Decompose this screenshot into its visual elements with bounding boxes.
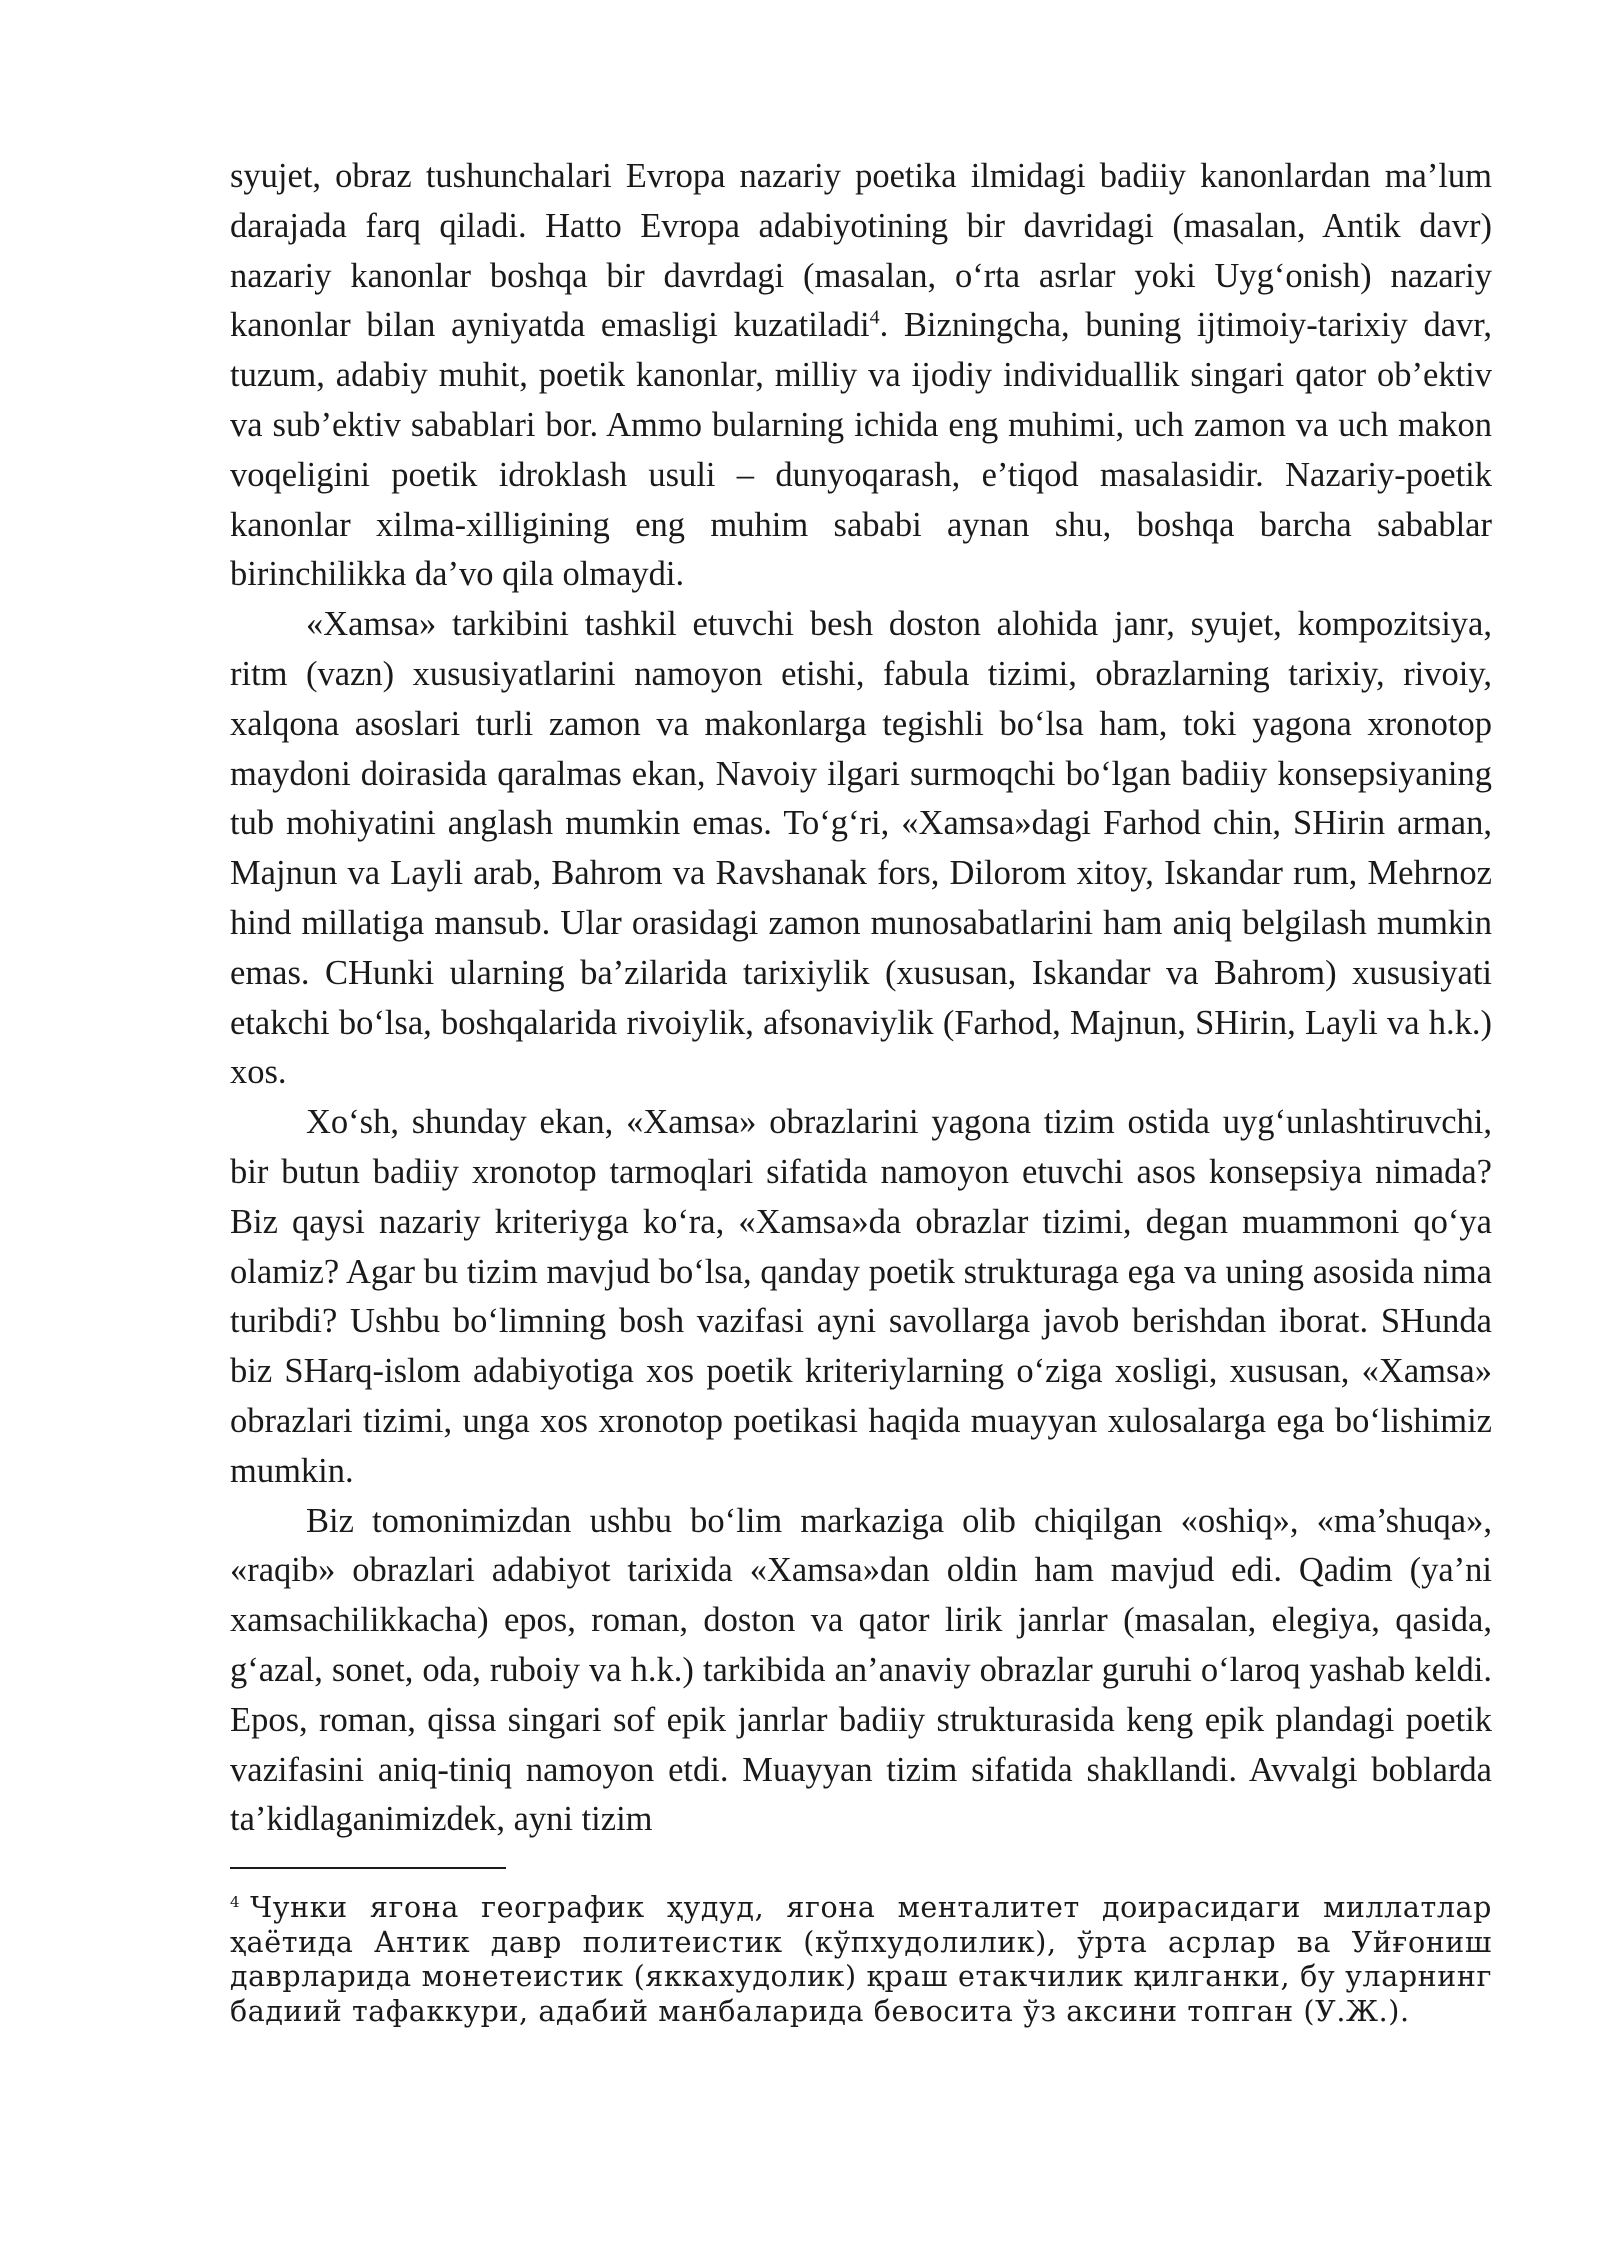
footnote [230, 1891, 1492, 2029]
paragraph-1-text-b: . Bizningcha, buning ijtimoiy-tarixiy davr, tuzum, adabiy muhit, poetik kanonlar, milliy va ijodiy individuallik singari qator ob’ektiv va sub’ektiv sabablari bor. Ammo bularning ichida eng muhimi, uch zamon va uch makon voqeligini poetik idroklash usuli – dunyoqarash, e’tiqod masalasidir. Nazariy-poetik kanonlar xilma-xilligining eng muhim sababi aynan shu, boshqa barcha sabablar birinchilikka da’vo qila olmaydi. [230, 306, 1492, 594]
paragraph-4: Biz tomonimizdan ushbu bo‘lim markaziga olib chiqilgan «oshiq», «ma’shuqa», «raqib» obrazlari adabiyot tarixida «Xamsa»dan oldin ham mavjud edi. Qadim (ya’ni xamsachilikkacha) epos, roman, doston va qator lirik janrlar (masalan, elegiya, qasida, g‘azal, sonet, oda, ruboiy va h.k.) tarkibida an’anaviy obrazlar guruhi o‘laroq yashab keldi. Epos, roman, qissa singari sof epik janrlar badiiy strukturasida keng epik plandagi poetik vazifasini aniq-tiniq namoyon etdi. Muayyan tizim sifatida shakllandi. Avvalgi boblarda ta’kidlaganimizdek, ayni tizim [230, 1501, 1492, 1839]
paragraph-1 [230, 152, 1492, 600]
paragraph-3: Xo‘sh, shunday ekan, «Xamsa» obrazlarini yagona tizim ostida uyg‘unlashtiruvchi, bir butun badiiy xronotop tarmoqlari sifatida namoyon etuvchi asos konsepsiya nimada? Biz qaysi nazariy kriteriyga ko‘ra, «Xamsa»da obrazlar tizimi, degan muammoni qo‘ya olamiz? Agar bu tizim mavjud bo‘lsa, qanday poetik strukturaga ega va uning asosida nima turibdi? Ushbu bo‘limning bosh vazifasi ayni savollarga javob berishdan iborat. SHunda biz SHarq-islom adabiyotiga xos poetik kriteriylarning o‘ziga xosligi, xususan, «Xamsa» obrazlari tizimi, unga xos xronotop poetikasi haqida muayyan xulosalarga ega bo‘lishimiz mumkin. [230, 1103, 1492, 1490]
document-page [230, 152, 1492, 2029]
footnote-reference[interactable]: 4 [869, 306, 880, 329]
footnote-section [230, 1867, 1492, 2029]
footnote-text: Чунки ягона географик ҳудуд, ягона менталитет доирасидаги миллатлар ҳаётида Антик давр политеистик (кўпхудолилик), ўрта асрлар ва Уйғониш даврларида монетеистик (яккахудолик) қраш етакчилик қилганки, бу уларнинг бадиий тафаккури, адабий манбаларида бевосита ўз аксини топган (У.Ж.). [230, 1891, 1492, 2028]
paragraph-1-text-a: syujet, obraz tushunchalari Evropa nazariy poetika ilmidagi badiiy kanonlardan ma’lum darajada farq qiladi. Hatto Evropa adabiyotining bir davridagi (masalan, Antik davr) nazariy kanonlar boshqa bir davrdagi (masalan, o‘rta asrlar yoki Uyg‘onish) nazariy kanonlar bilan ayniyatda emasligi kuzatiladi [230, 157, 1492, 345]
paragraph-2: «Xamsa» tarkibini tashkil etuvchi besh doston alohida janr, syujet, kompozitsiya, ritm (vazn) xususiyatlarini namoyon etishi, fabula tizimi, obrazlarning tarixiy, rivoiy, xalqona asoslari turli zamon va makonlarga tegishli bo‘lsa ham, toki yagona xronotop maydoni doirasida qaralmas ekan, Navoiy ilgari surmoqchi bo‘lgan badiiy konsepsiyaning tub mohiyatini anglash mumkin emas. To‘g‘ri, «Xamsa»dagi Farhod chin, SHirin arman, Majnun va Layli arab, Bahrom va Ravshanak fors, Dilorom xitoy, Iskandar rum, Mehrnoz hind millatiga mansub. Ular orasidagi zamon munosabatlarini ham aniq belgilash mumkin emas. CHunki ularning ba’zilarida tarixiylik (xususan, Iskandar va Bahrom) xususiyati etakchi bo‘lsa, boshqalarida rivoiylik, afsonaviylik (Farhod, Majnun, SHirin, Layli va h.k.) xos. [230, 605, 1492, 1092]
footnote-divider [230, 1867, 506, 1869]
footnote-number: 4 [230, 1892, 241, 1911]
